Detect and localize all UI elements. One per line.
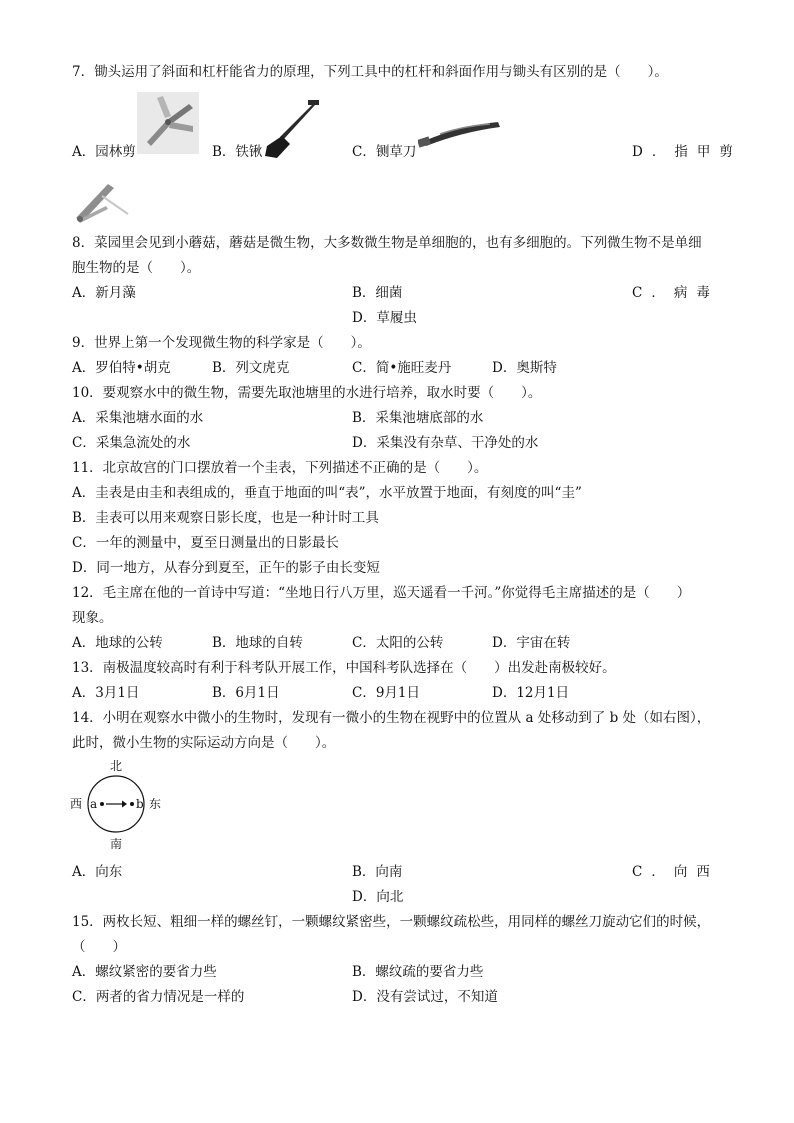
- q8-option-a[interactable]: A．新月藻: [72, 285, 136, 301]
- q8-option-d[interactable]: D．草履虫: [352, 310, 417, 326]
- point-b-label: b: [136, 797, 144, 811]
- question-9-stem: 9．世界上第一个发现微生物的科学家是（ ）。: [72, 335, 371, 351]
- question-8-stem-line1: 8．菜园里会见到小蘑菇，蘑菇是微生物，大多数微生物是单细胞的，也有多细胞的。下列微生物不是单细: [72, 235, 702, 251]
- question-15-stem-line1: 15．两枚长短、粗细一样的螺丝钉，一颗螺纹紧密些，一颗螺纹疏松些，用同样的螺丝刀旋动它们的时候，: [72, 914, 711, 930]
- q12-option-b[interactable]: B．地球的自转: [212, 635, 303, 651]
- question-11-stem: 11．北京故宫的门口摆放着一个圭表，下列描述不正确的是（ ）。: [72, 460, 488, 476]
- question-10-stem: 10．要观察水中的微生物，需要先取池塘里的水进行培养，取水时要（ ）。: [72, 385, 542, 401]
- question-14-stem-line1: 14．小明在观察水中微小的生物时，发现有一微小的生物在视野中的位置从 a 处移动到了 b 处（如右图），: [72, 710, 711, 726]
- q9-option-a[interactable]: A．罗伯特•胡克: [72, 360, 171, 376]
- microscope-field-diagram: [66, 756, 166, 852]
- q9-option-b[interactable]: B．列文虎克: [212, 360, 290, 376]
- q7-option-a[interactable]: A．园林剪: [72, 144, 136, 160]
- question-15-stem-line2: （ ）: [72, 939, 126, 955]
- nail-clipper-image: [72, 176, 132, 224]
- question-12-stem-line1: 12．毛主席在他的一首诗中写道：“坐地日行八万里，巡天遥看一千河。”你觉得毛主席描述的是（ ）: [72, 585, 691, 601]
- q9-option-c[interactable]: C．简•施旺麦丹: [352, 360, 452, 376]
- question-12-stem-line2: 现象。: [72, 610, 113, 626]
- q13-option-b[interactable]: B．6月1日: [212, 685, 280, 701]
- q13-option-c[interactable]: C．9月1日: [352, 685, 421, 701]
- q15-option-a[interactable]: A．螺纹紧密的要省力些: [72, 964, 217, 980]
- q11-option-d[interactable]: D．同一地方，从春分到夏至，正午的影子由长变短: [72, 560, 380, 576]
- q14-option-c[interactable]: C．向西: [632, 864, 719, 880]
- q11-option-b[interactable]: B．圭表可以用来观察日影长度，也是一种计时工具: [72, 510, 379, 526]
- q15-option-b[interactable]: B．螺纹疏的要省力些: [352, 964, 484, 980]
- garden-shears-image: [137, 92, 199, 154]
- q13-option-a[interactable]: A．3月1日: [72, 685, 140, 701]
- q12-option-d[interactable]: D．宇宙在转: [492, 635, 571, 651]
- q10-option-c[interactable]: C．采集急流处的水: [72, 435, 191, 451]
- south-label: 南: [109, 837, 123, 851]
- iron-shovel-image: [263, 96, 323, 160]
- question-13-stem: 13．南极温度较高时有利于科考队开展工作，中国科考队选择在（ ）出发赴南极较好。: [72, 660, 616, 676]
- q7-option-d[interactable]: D．指甲剪: [632, 144, 742, 160]
- q7-option-b[interactable]: B．铁锹: [212, 144, 263, 160]
- point-a-dot: [100, 802, 104, 806]
- q10-option-d[interactable]: D．采集没有杂草、干净处的水: [352, 435, 539, 451]
- q12-option-c[interactable]: C．太阳的公转: [352, 635, 444, 651]
- q14-option-b[interactable]: B．向南: [352, 864, 403, 880]
- hay-cutter-image: [418, 118, 504, 148]
- question-14-stem-line2: 此时，微小生物的实际运动方向是（ ）。: [72, 735, 336, 751]
- q10-option-b[interactable]: B．采集池塘底部的水: [352, 410, 484, 426]
- q8-option-b[interactable]: B．细菌: [352, 285, 403, 301]
- east-label: 东: [149, 797, 162, 811]
- q13-option-d[interactable]: D．12月1日: [492, 685, 570, 701]
- q12-option-a[interactable]: A．地球的公转: [72, 635, 163, 651]
- q8-option-c[interactable]: C．病毒: [632, 285, 719, 301]
- q11-option-a[interactable]: A．圭表是由圭和表组成的，垂直于地面的叫“表”，水平放置于地面，有刻度的叫“圭”: [72, 485, 582, 501]
- q9-option-d[interactable]: D．奥斯特: [492, 360, 557, 376]
- q15-option-d[interactable]: D．没有尝试过，不知道: [352, 989, 498, 1005]
- north-label: 北: [109, 759, 123, 773]
- q14-option-d[interactable]: D．向北: [352, 889, 404, 905]
- q7-option-c[interactable]: C．铡草刀: [352, 144, 417, 160]
- q11-option-c[interactable]: C．一年的测量中，夏至日测量出的日影最长: [72, 535, 339, 551]
- point-b-dot: [130, 802, 134, 806]
- movement-arrowhead: [122, 801, 127, 808]
- question-7-stem: 7．锄头运用了斜面和杠杆能省力的原理，下列工具中的杠杆和斜面作用与锄头有区别的是（ ）。: [72, 64, 668, 80]
- question-8-stem-line2: 胞生物的是（ ）。: [72, 260, 201, 276]
- q15-option-c[interactable]: C．两者的省力情况是一样的: [72, 989, 245, 1005]
- west-label: 西: [70, 797, 83, 811]
- point-a-label: a: [90, 797, 98, 811]
- q10-option-a[interactable]: A．采集池塘水面的水: [72, 410, 204, 426]
- q14-option-a[interactable]: A．向东: [72, 864, 123, 880]
